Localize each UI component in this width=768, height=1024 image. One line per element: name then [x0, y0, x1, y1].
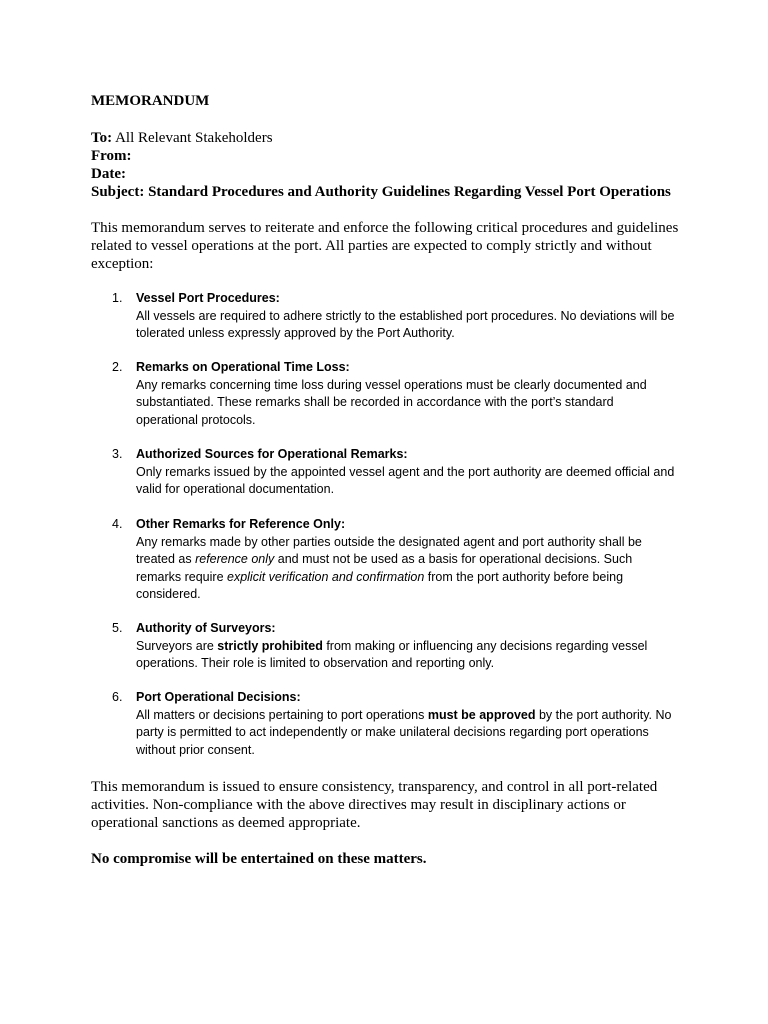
item-text: Only remarks issued by the appointed vessel agent and the port authority are deemed official and valid for operational documentation. [136, 464, 675, 496]
date-label: Date: [91, 166, 126, 182]
closing-paragraph: This memorandum is issued to ensure consistency, transparency, and control in all port-related activities. Non-compliance with the above directives may result in disciplinary actions or operational sanctions as deemed appropriate. [91, 779, 658, 831]
item-text-a: Any remarks made by other parties outside the designated agent and port authority shall be treated as [136, 534, 642, 566]
to-label: To: [91, 130, 113, 146]
from-line [91, 147, 132, 165]
item-title: Other Remarks for Reference Only: [136, 517, 346, 531]
item-body [136, 446, 676, 499]
item-text [136, 534, 676, 604]
subject-label: Subject: [91, 184, 145, 200]
item-title: Port Operational Decisions: [136, 690, 301, 704]
item-text-a: Surveyors are [136, 638, 218, 653]
item-text: All vessels are required to adhere strictly to the established port procedures. No deviations will be tolerated unless expressly approved by the Port Authority. [136, 308, 675, 340]
item-text [136, 638, 676, 673]
item-strong: must be approved [427, 707, 536, 722]
from-label: From: [91, 148, 132, 164]
item-text-c: from the port authority before being considered. [136, 569, 624, 601]
item-body [136, 290, 676, 343]
item-body [136, 516, 676, 604]
item-body [136, 620, 676, 673]
subject-value: Standard Procedures and Authority Guidelines Regarding Vessel Port Operations [148, 184, 671, 200]
item-number: 4. [112, 517, 123, 531]
item-number: 3. [112, 447, 123, 461]
item-number: 6. [112, 690, 123, 704]
item-text-b: from making or influencing any decisions regarding vessel operations. Their role is limited to observation and reporting only. [136, 638, 648, 670]
item-text: Any remarks concerning time loss during vessel operations must be clearly documented and substantiated. These remarks shall be recorded in accordance with the port’s standard operational protocols. [136, 377, 647, 427]
item-number: 5. [112, 621, 123, 635]
item-number: 2. [112, 360, 123, 374]
final-statement: No compromise will be entertained on these matters. [91, 851, 427, 867]
item-emphasis-reference: reference only [195, 552, 275, 566]
item-title: Authorized Sources for Operational Remarks: [136, 447, 408, 461]
item-title: Authority of Surveyors: [136, 621, 276, 635]
item-number: 1. [112, 291, 123, 305]
to-value: All Relevant Stakeholders [115, 130, 273, 146]
memo-title: MEMORANDUM [91, 93, 210, 109]
item-title: Vessel Port Procedures: [136, 291, 280, 305]
item-strong: strictly prohibited [217, 638, 323, 653]
item-emphasis-verification: explicit verification and confirmation [227, 569, 425, 584]
to-line [91, 129, 273, 147]
item-body [136, 359, 676, 429]
item-text-a: All matters or decisions pertaining to port operations [136, 707, 428, 722]
date-line [91, 165, 126, 183]
subject-line [91, 183, 671, 201]
item-text-b: by the port authority. No party is permitted to act independently or make unilateral decisions regarding port operations without prior consent. [136, 707, 672, 757]
item-title: Remarks on Operational Time Loss: [136, 360, 350, 374]
item-text-b: and must not be used as a basis for operational decisions. Such remarks require [136, 552, 633, 584]
item-body [136, 689, 676, 759]
intro-paragraph: This memorandum serves to reiterate and enforce the following critical procedures and guidelines related to vessel operations at the port. All parties are expected to comply strictly and without exception: [91, 220, 679, 272]
item-text [136, 707, 676, 760]
